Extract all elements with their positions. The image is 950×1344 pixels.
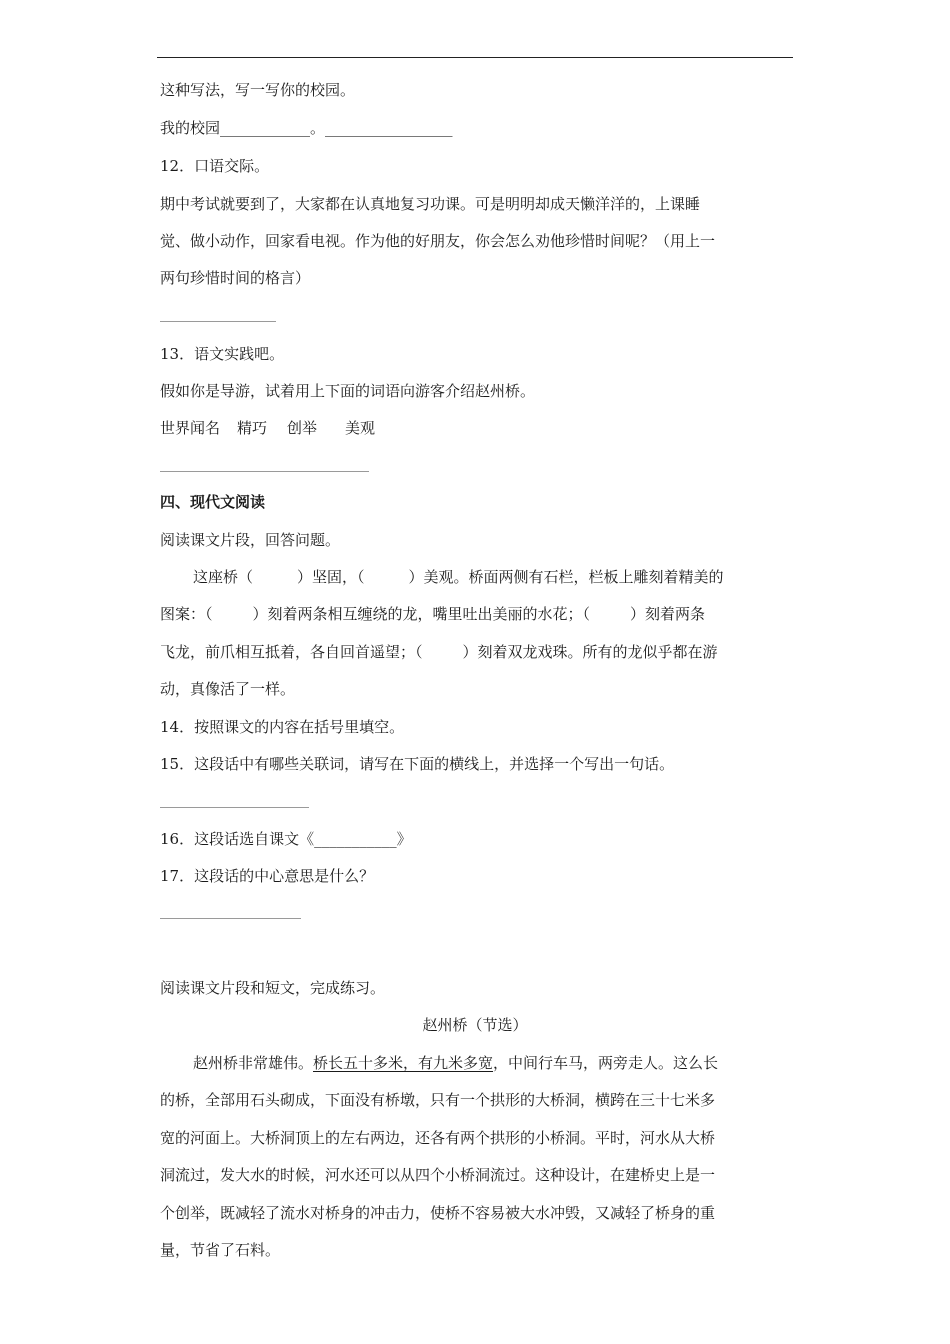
reading-2-line-4: 洞流过，发大水的时候，河水还可以从四个小桥洞流过。这种设计，在建桥史上是一 — [160, 1166, 716, 1184]
q13-word: 世界闻名 — [160, 419, 221, 437]
passage-line-3 — [160, 642, 718, 662]
q16-text — [160, 829, 412, 849]
q12-title: 12．口语交际。 — [160, 157, 270, 175]
section-4-heading: 四、现代文阅读 — [160, 493, 266, 511]
q16-suffix: 》 — [396, 830, 412, 848]
q16-prefix: 16．这段话选自课文《 — [160, 830, 315, 848]
intro-line-1: 这种写法，写一写你的校园。 — [160, 81, 356, 99]
intro-prefix: 我的校园 — [160, 119, 221, 137]
q17-text: 17．这段话的中心意思是什么？ — [160, 867, 375, 885]
reading-2-line-2: 的桥，全部用石头砌成，下面没有桥墩，只有一个拱形的大桥洞，横跨在三十七米多 — [160, 1091, 716, 1109]
q12-line-3: 两句珍惜时间的格言） — [160, 269, 311, 287]
passage-text: 飞龙，前爪相互抵着，各自回首遥望；（ — [160, 643, 423, 661]
passage-line-4: 动，真像活了一样。 — [160, 680, 296, 698]
q13-word: 美观 — [345, 419, 376, 437]
reading-text: 赵州桥非常雄伟。 — [193, 1054, 314, 1072]
q15-answer-line[interactable] — [160, 807, 309, 808]
campus-blank-2[interactable]: _________________ — [325, 119, 453, 137]
q13-word: 精巧 — [237, 419, 268, 437]
q12-answer-line[interactable] — [160, 321, 276, 322]
passage-text: 图案：（ — [160, 605, 213, 623]
campus-blank-1[interactable]: ____________ — [220, 119, 311, 137]
passage-text: 这座桥（ — [193, 568, 254, 586]
reading-2-line-5: 个创举，既减轻了流水对桥身的冲击力，使桥不容易被大水冲毁，又减轻了桥身的重 — [160, 1204, 716, 1222]
reading-text: ，中间行车马，两旁走人。这么长 — [493, 1054, 719, 1072]
passage-text: ）刻着两条 — [630, 605, 706, 623]
passage-text: ）刻着两条相互缠绕的龙，嘴里吐出美丽的水花；（ — [252, 605, 591, 623]
q13-answer-line[interactable] — [160, 471, 369, 472]
passage-line-1 — [193, 567, 724, 587]
reading-2-instruction: 阅读课文片段和短文，完成练习。 — [160, 979, 386, 997]
reading-2-line-1 — [193, 1053, 718, 1073]
q17-answer-line[interactable] — [160, 918, 301, 919]
q14-text: 14．按照课文的内容在括号里填空。 — [160, 718, 405, 736]
intro-period: 。 — [310, 119, 326, 137]
underlined-sentence: 桥长五十多米，有九米多宽 — [313, 1054, 494, 1072]
passage-line-2 — [160, 604, 705, 624]
intro-line-2 — [160, 118, 453, 138]
q13-instruction: 假如你是导游，试着用上下面的词语向游客介绍赵州桥。 — [160, 382, 536, 400]
reading-2-title: 赵州桥（节选） — [422, 1016, 528, 1034]
passage-text: ）刻着双龙戏珠。所有的龙似乎都在游 — [462, 643, 718, 661]
reading-2-line-6: 量，节省了石料。 — [160, 1241, 281, 1259]
reading-2-line-3: 宽的河面上。大桥洞顶上的左右两边，还各有两个拱形的小桥洞。平时，河水从大桥 — [160, 1129, 716, 1147]
q13-title: 13．语文实践吧。 — [160, 345, 285, 363]
header-rule — [157, 57, 793, 58]
q16-title-blank[interactable]: ___________ — [314, 830, 397, 848]
q12-line-2: 觉、做小动作，回家看电视。作为他的好朋友，你会怎么劝他珍惜时间呢？（用上一 — [160, 232, 716, 250]
q12-line-1: 期中考试就要到了，大家都在认真地复习功课。可是明明却成天懒洋洋的，上课睡 — [160, 195, 701, 213]
q13-word: 创举 — [287, 419, 318, 437]
passage-text: ）美观。桥面两侧有石栏，栏板上雕刻着精美的 — [408, 568, 724, 586]
passage-text: ）坚固，（ — [297, 568, 365, 586]
section-4-instruction: 阅读课文片段，回答问题。 — [160, 531, 341, 549]
q13-word-list — [160, 418, 375, 438]
q15-text: 15．这段话中有哪些关联词，请写在下面的横线上，并选择一个写出一句话。 — [160, 755, 675, 773]
